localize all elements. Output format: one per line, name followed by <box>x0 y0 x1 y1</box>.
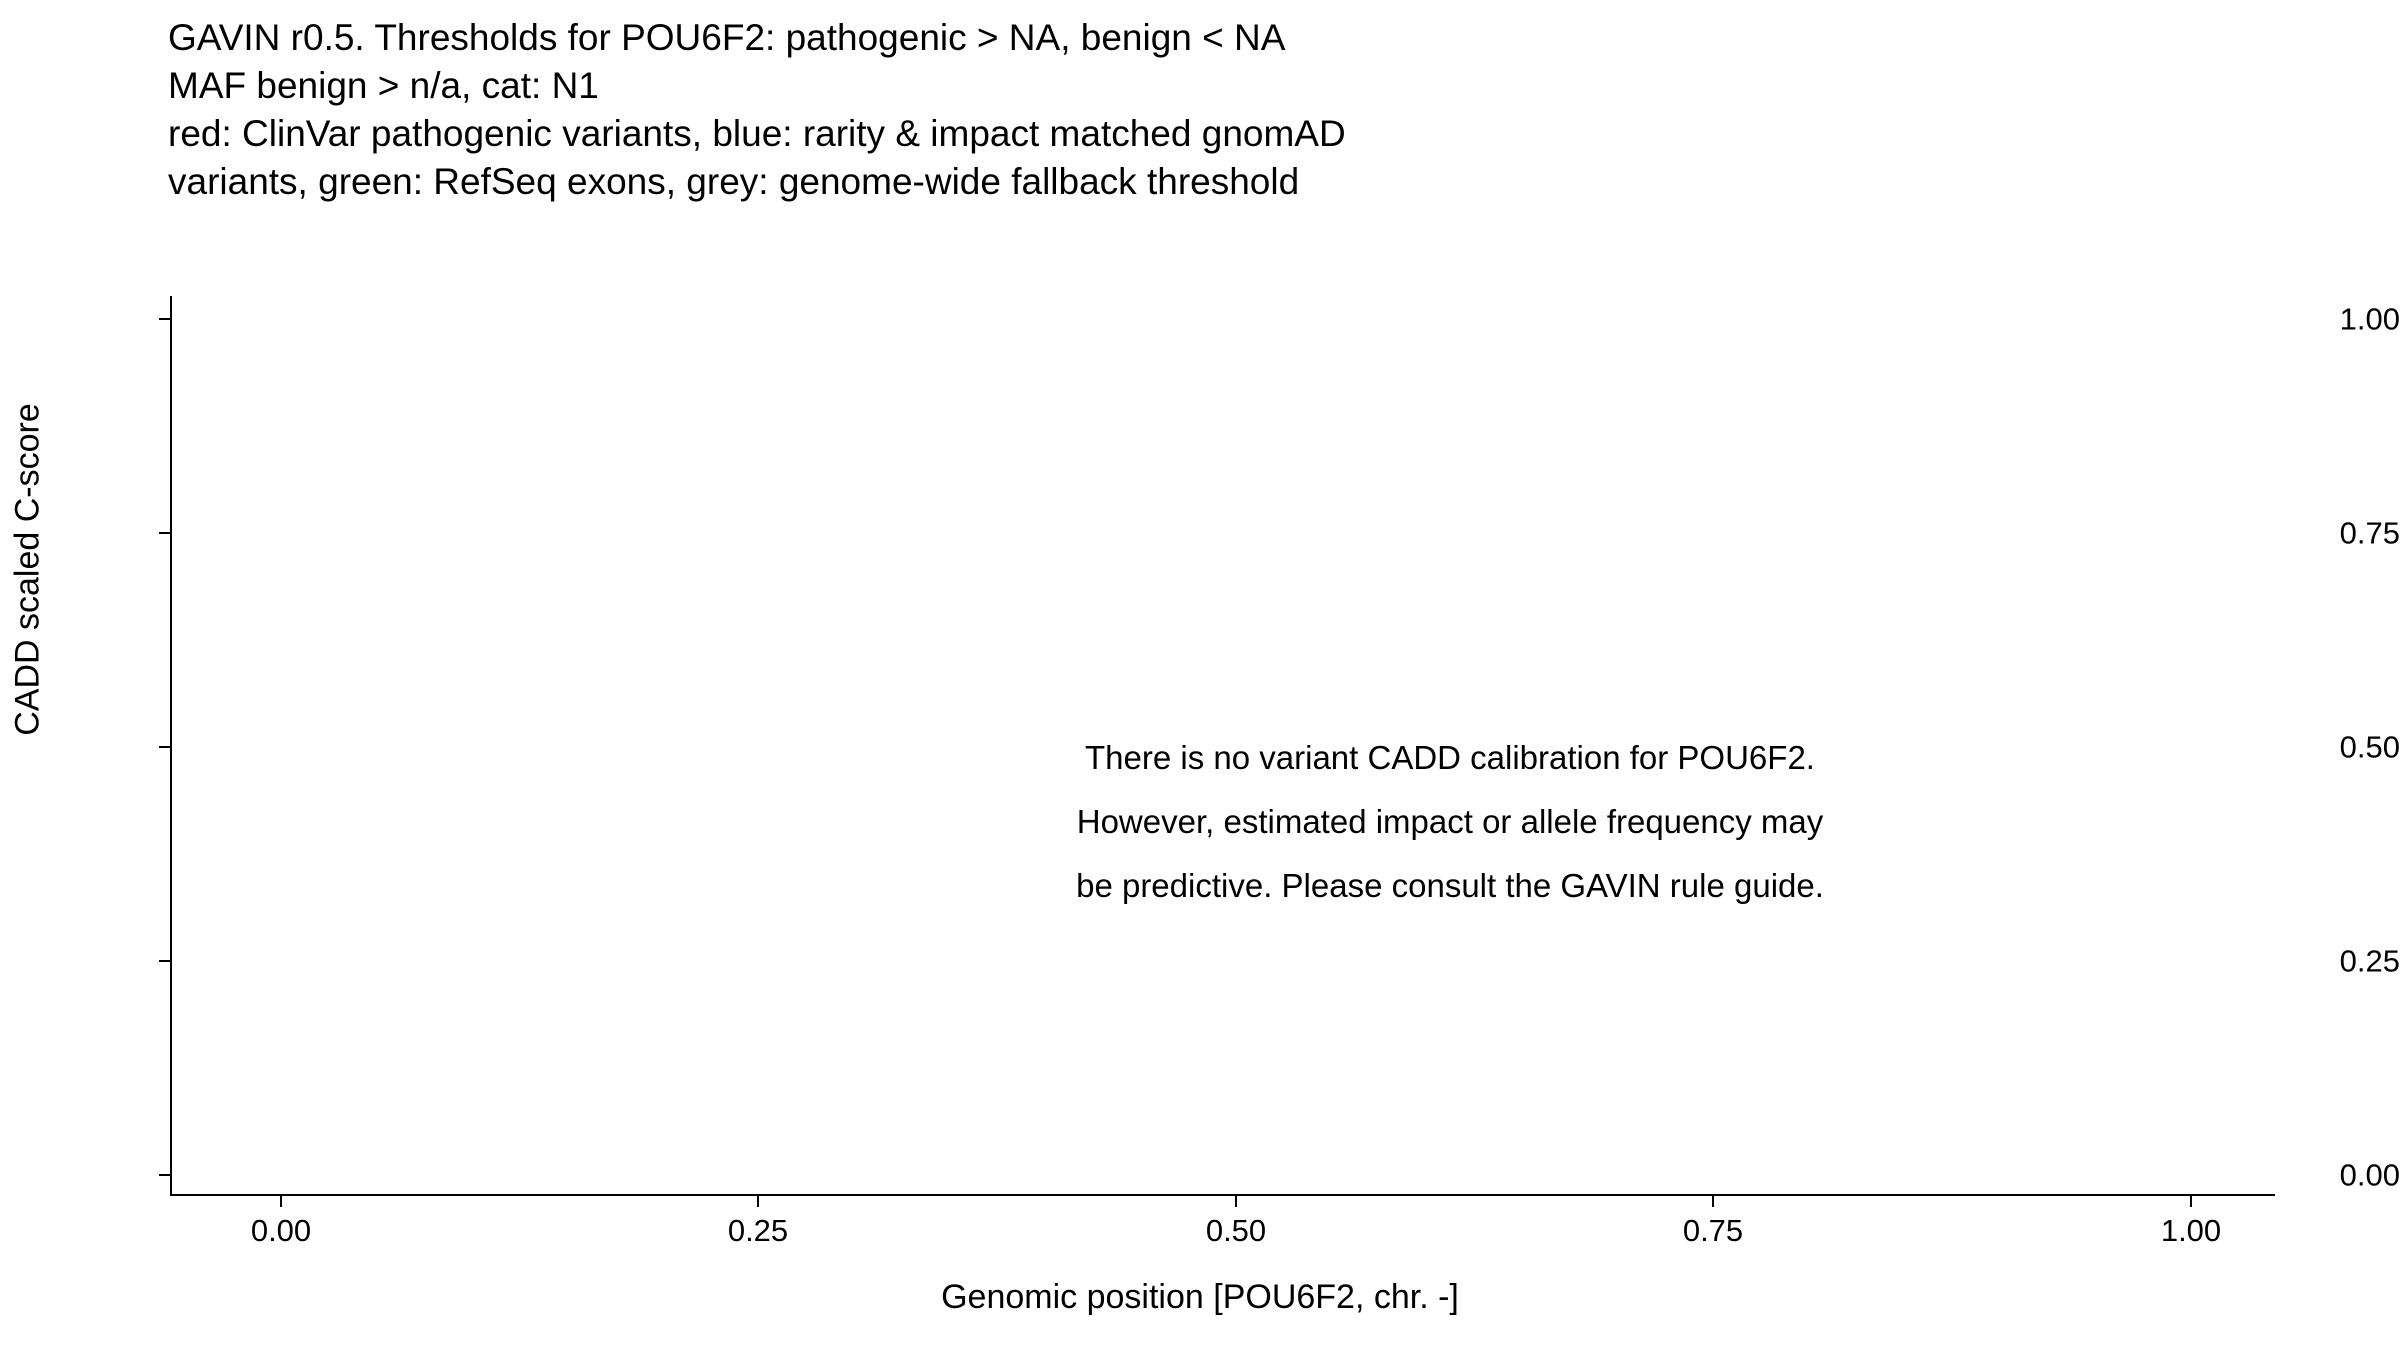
x-tick-label-3: 0.75 <box>1682 1213 1744 1248</box>
x-tick-label-0: 0.00 <box>250 1213 312 1248</box>
chart-title-line-3: red: ClinVar pathogenic variants, blue: rarity & impact matched gnomAD <box>168 113 1346 154</box>
y-tick-mark-3 <box>159 532 170 534</box>
y-axis-line <box>170 296 172 1194</box>
x-axis-title: Genomic position [POU6F2, chr. -] <box>941 1278 1459 1316</box>
plot-annotation-line-3: be predictive. Please consult the GAVIN rule guide. <box>1076 867 1824 904</box>
x-tick-mark-1 <box>757 1196 759 1207</box>
plot-panel <box>170 296 2275 1194</box>
plot-annotation-line-2: However, estimated impact or allele frequency may <box>1076 803 1824 840</box>
y-tick-label-1: 0.25 <box>2339 943 2400 979</box>
x-tick-label-2: 0.50 <box>1205 1213 1267 1248</box>
y-tick-mark-4 <box>159 318 170 320</box>
y-tick-mark-2 <box>159 746 170 748</box>
x-tick-mark-2 <box>1235 1196 1237 1207</box>
y-tick-mark-1 <box>159 960 170 962</box>
x-tick-mark-0 <box>280 1196 282 1207</box>
y-tick-mark-0 <box>159 1174 170 1176</box>
y-tick-label-3: 0.75 <box>2339 515 2400 551</box>
x-tick-label-4: 1.00 <box>2160 1213 2222 1248</box>
y-tick-label-0: 0.00 <box>2339 1157 2400 1193</box>
plot-annotation <box>910 726 1990 918</box>
plot-annotation-line-1: There is no variant CADD calibration for POU6F2. <box>1085 739 1815 776</box>
chart-title-line-4: variants, green: RefSeq exons, grey: genome-wide fallback threshold <box>168 161 1300 202</box>
chart-title <box>168 14 2268 206</box>
x-axis-line <box>170 1194 2275 1196</box>
chart-title-line-2: MAF benign > n/a, cat: N1 <box>168 65 599 106</box>
x-tick-mark-3 <box>1712 1196 1714 1207</box>
y-tick-label-2: 0.50 <box>2339 729 2400 765</box>
y-axis-title: CADD scaled C-score <box>8 403 47 736</box>
chart-title-line-1: GAVIN r0.5. Thresholds for POU6F2: pathogenic > NA, benign < NA <box>168 17 1286 58</box>
x-tick-mark-4 <box>2190 1196 2192 1207</box>
x-tick-label-1: 0.25 <box>727 1213 789 1248</box>
y-tick-label-4: 1.00 <box>2339 301 2400 337</box>
